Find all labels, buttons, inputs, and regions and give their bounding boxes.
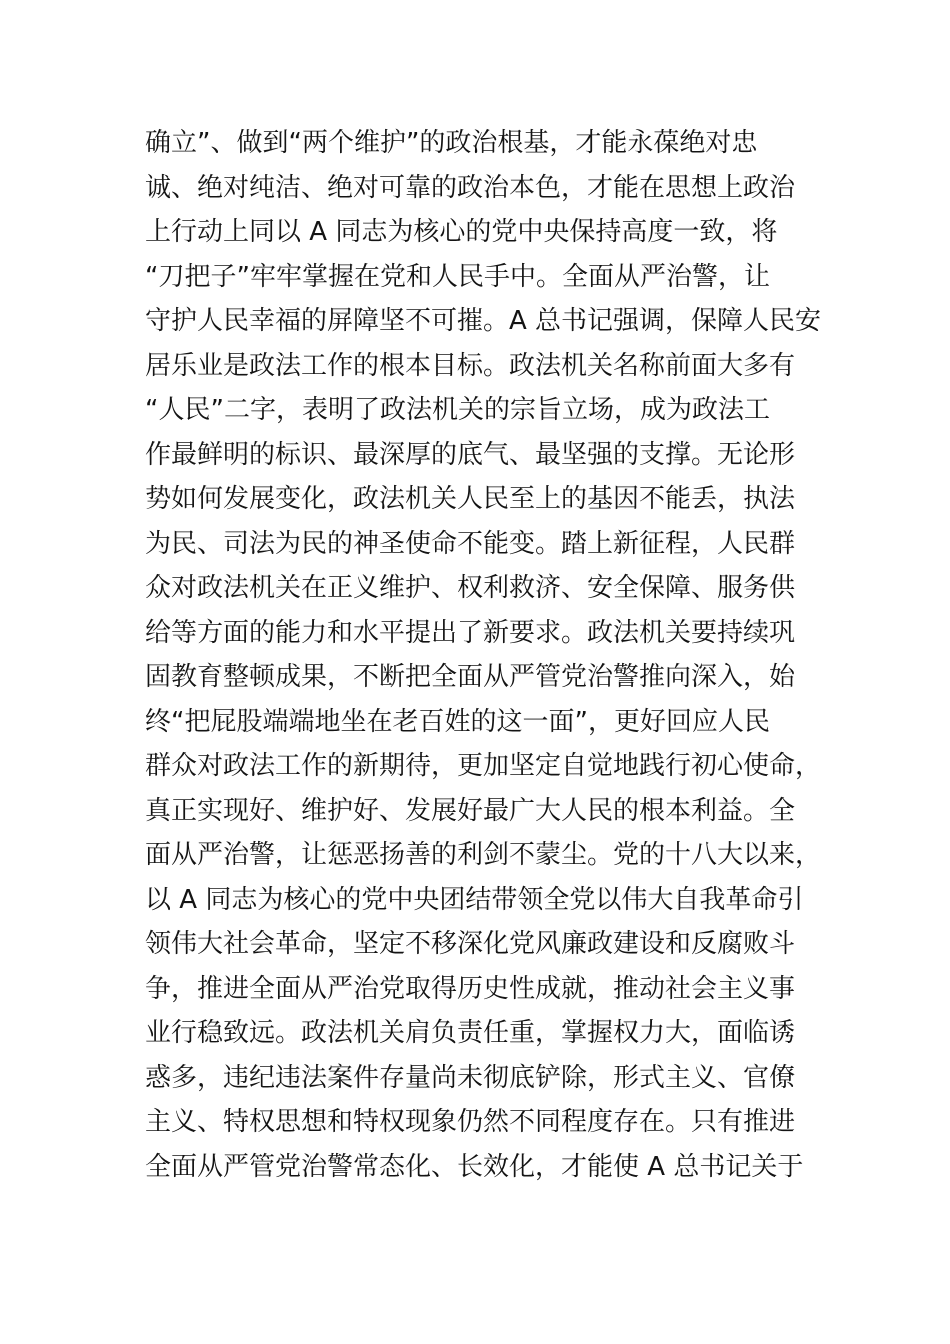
text-line: 以 A 同志为核心的党中央团结带领全党以伟大自我革命引 xyxy=(145,884,804,915)
text-line: 诚、绝对纯洁、绝对可靠的政治本色，才能在思想上政治 xyxy=(145,172,796,203)
text-line: 为民、司法为民的神圣使命不能变。踏上新征程，人民群 xyxy=(145,528,796,559)
text-line: 固教育整顿成果，不断把全面从严管党治警推向深入，始 xyxy=(145,662,796,692)
body-text xyxy=(145,121,825,1189)
text-line: 惑多，违纪违法案件存量尚未彻底铲除，形式主义、官僚 xyxy=(145,1062,796,1093)
text-line: 业行稳致远。政法机关肩负责任重，掌握权力大，面临诱 xyxy=(145,1018,796,1048)
text-line: 众对政法机关在正义维护、权利救济、安全保障、服务供 xyxy=(145,573,796,603)
text-line: 终“把屁股端端地坐在老百姓的这一面”，更好回应人民 xyxy=(145,706,770,737)
text-line: 给等方面的能力和水平提出了新要求。政法机关要持续巩 xyxy=(145,617,796,648)
text-line: 确立”、做到“两个维护”的政治根基，才能永葆绝对忠 xyxy=(145,128,758,158)
text-line: 真正实现好、维护好、发展好最广大人民的根本利益。全 xyxy=(145,795,796,826)
text-line: 居乐业是政法工作的根本目标。政法机关名称前面大多有 xyxy=(145,350,796,381)
text-line: 主义、特权思想和特权现象仍然不同程度存在。只有推进 xyxy=(145,1107,796,1137)
text-line: 守护人民幸福的屏障坚不可摧。A 总书记强调，保障人民安 xyxy=(145,306,822,336)
text-line: 面从严治警，让惩恶扬善的利剑不蒙尘。党的十八大以来， xyxy=(145,840,822,870)
text-line: 领伟大社会革命，坚定不移深化党风廉政建设和反腐败斗 xyxy=(145,929,796,959)
text-line: “刀把子”牢牢掌握在党和人民手中。全面从严治警，让 xyxy=(145,261,770,292)
text-line: 上行动上同以 A 同志为核心的党中央保持高度一致，将 xyxy=(145,217,778,247)
text-line: 全面从严管党治警常态化、长效化，才能使 A 总书记关于 xyxy=(145,1151,804,1182)
text-line: “人民”二字，表明了政法机关的宗旨立场，成为政法工 xyxy=(145,395,770,425)
text-line: 群众对政法工作的新期待，更加坚定自觉地践行初心使命， xyxy=(145,751,822,781)
text-line: 势如何发展变化，政法机关人民至上的基因不能丢，执法 xyxy=(145,484,796,514)
text-line: 争，推进全面从严治党取得历史性成就，推动社会主义事 xyxy=(145,973,796,1004)
text-line: 作最鲜明的标识、最深厚的底气、最坚强的支撑。无论形 xyxy=(145,439,796,470)
